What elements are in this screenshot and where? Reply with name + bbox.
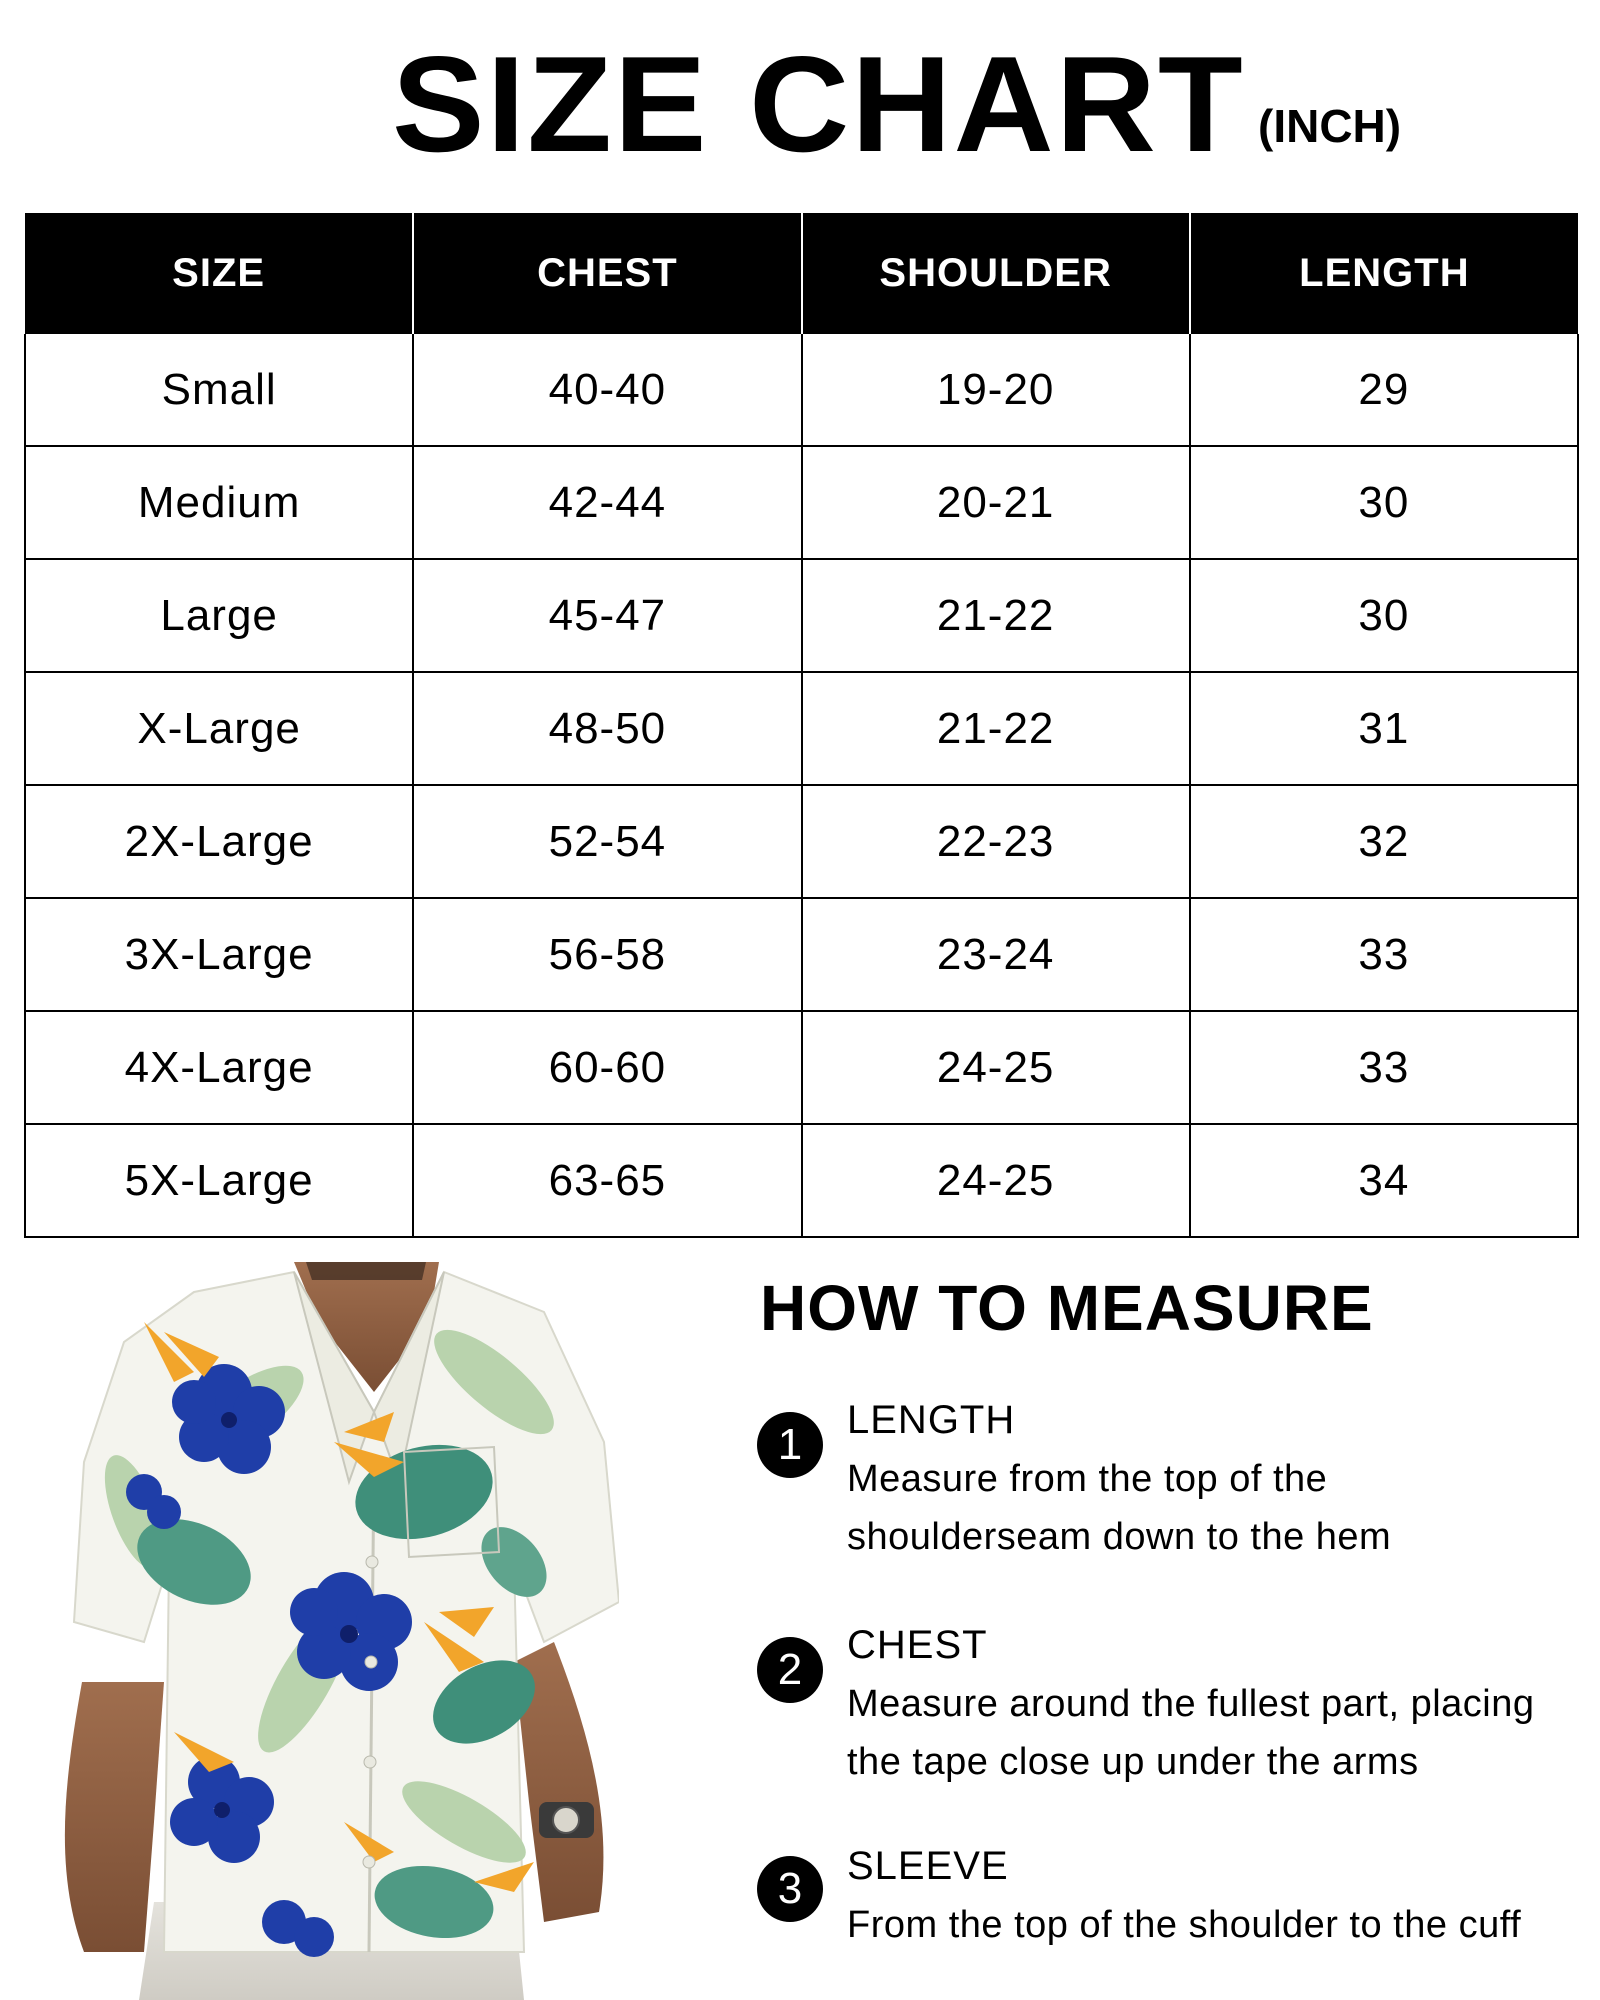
cell-chest: 45-47 (413, 559, 801, 672)
header-shoulder: SHOULDER (802, 213, 1190, 334)
cell-chest: 63-65 (413, 1124, 801, 1237)
table-row (25, 785, 1578, 898)
step-title-chest: CHEST (847, 1623, 988, 1667)
header-size: SIZE (25, 213, 413, 334)
step-description-length (847, 1450, 1567, 1566)
header-chest: CHEST (413, 213, 801, 334)
page-title: SIZE CHART (392, 28, 1245, 180)
cell-size: 4X-Large (25, 1011, 413, 1124)
shirt-photo (44, 1262, 619, 2000)
cell-shoulder: 24-25 (802, 1124, 1190, 1237)
cell-chest: 56-58 (413, 898, 801, 1011)
step-description-line: shoulderseam down to the hem (847, 1516, 1392, 1558)
table-row (25, 334, 1578, 446)
step-description-line: the tape close up under the arms (847, 1741, 1419, 1783)
cell-size: Medium (25, 446, 413, 559)
cell-shoulder: 24-25 (802, 1011, 1190, 1124)
header-length: LENGTH (1190, 213, 1578, 334)
table-row (25, 446, 1578, 559)
step-description-line: From the top of the shoulder to the cuff (847, 1904, 1522, 1946)
cell-shoulder: 21-22 (802, 672, 1190, 785)
table-row (25, 1124, 1578, 1237)
cell-shoulder: 19-20 (802, 334, 1190, 446)
step-description-line: Measure around the fullest part, placing (847, 1683, 1535, 1725)
cell-length: 29 (1190, 334, 1578, 446)
step-title-length: LENGTH (847, 1398, 1016, 1442)
cell-length: 30 (1190, 559, 1578, 672)
cell-chest: 40-40 (413, 334, 801, 446)
step-number-3: 3 (757, 1856, 823, 1922)
cell-size: Small (25, 334, 413, 446)
cell-size: 3X-Large (25, 898, 413, 1011)
cell-chest: 48-50 (413, 672, 801, 785)
step-title-sleeve: SLEEVE (847, 1844, 1009, 1888)
cell-shoulder: 20-21 (802, 446, 1190, 559)
shirt-photo-icon (44, 1262, 619, 2000)
title-bar (0, 28, 1600, 180)
table-header-row (25, 213, 1578, 334)
step-description-sleeve (847, 1896, 1567, 1954)
cell-length: 33 (1190, 898, 1578, 1011)
size-table (24, 213, 1579, 1238)
cell-size: X-Large (25, 672, 413, 785)
cell-length: 30 (1190, 446, 1578, 559)
cell-shoulder: 22-23 (802, 785, 1190, 898)
cell-chest: 42-44 (413, 446, 801, 559)
cell-size: 2X-Large (25, 785, 413, 898)
cell-length: 32 (1190, 785, 1578, 898)
cell-shoulder: 23-24 (802, 898, 1190, 1011)
table-row (25, 898, 1578, 1011)
cell-chest: 60-60 (413, 1011, 801, 1124)
cell-length: 33 (1190, 1011, 1578, 1124)
cell-shoulder: 21-22 (802, 559, 1190, 672)
table-row (25, 672, 1578, 785)
step-number-1: 1 (757, 1412, 823, 1478)
cell-size: 5X-Large (25, 1124, 413, 1237)
cell-length: 34 (1190, 1124, 1578, 1237)
step-number-2: 2 (757, 1637, 823, 1703)
table-row (25, 1011, 1578, 1124)
cell-length: 31 (1190, 672, 1578, 785)
cell-chest: 52-54 (413, 785, 801, 898)
step-description-chest (847, 1675, 1567, 1791)
unit-label: (INCH) (1258, 100, 1402, 152)
table-row (25, 559, 1578, 672)
step-description-line: Measure from the top of the (847, 1458, 1328, 1500)
how-to-measure-title: HOW TO MEASURE (760, 1272, 1374, 1344)
cell-size: Large (25, 559, 413, 672)
